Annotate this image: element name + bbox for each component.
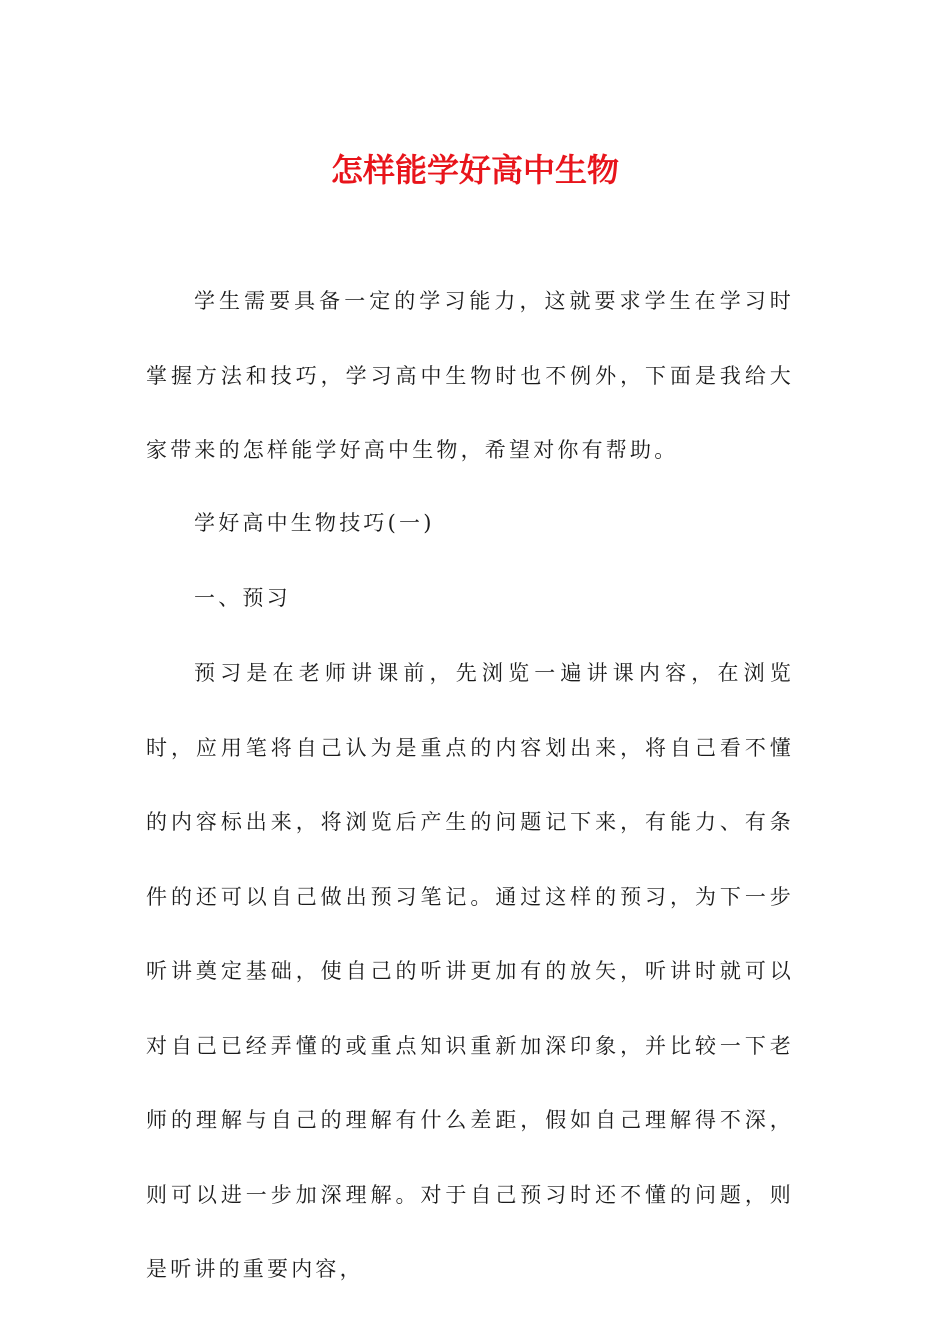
subsection-heading-text: 一、预习 [194, 586, 291, 610]
paragraph-text: 学生需要具备一定的学习能力，这就要求学生在学习时掌握方法和技巧，学习高中生物时也不例外，下面是我给大家带来的怎样能学好高中生物，希望对你有帮助。 [146, 289, 794, 462]
body-paragraph-intro [146, 264, 794, 488]
body-paragraph-preview [146, 636, 794, 1307]
section-heading-tips-one [146, 486, 794, 561]
subsection-heading-preview [146, 561, 794, 636]
section-heading-text: 学好高中生物技巧(一) [194, 511, 435, 535]
paragraph-text: 预习是在老师讲课前，先浏览一遍讲课内容，在浏览时，应用笔将自己认为是重点的内容划出来，将自己看不懂的内容标出来，将浏览后产生的问题记下来，有能力、有条件的还可以自己做出预习笔记。通过这样的预习，为下一步听讲奠定基础，使自己的听讲更加有的放矢，听讲时就可以对自己已经弄懂的或重点知识重新加深印象，并比较一下老师的理解与自己的理解有什么差距，假如自己理解得不深，则可以进一步加深理解。对于自己预习时还不懂的问题，则是听讲的重要内容， [146, 661, 794, 1281]
page-title: 怎样能学好高中生物 [330, 151, 619, 189]
